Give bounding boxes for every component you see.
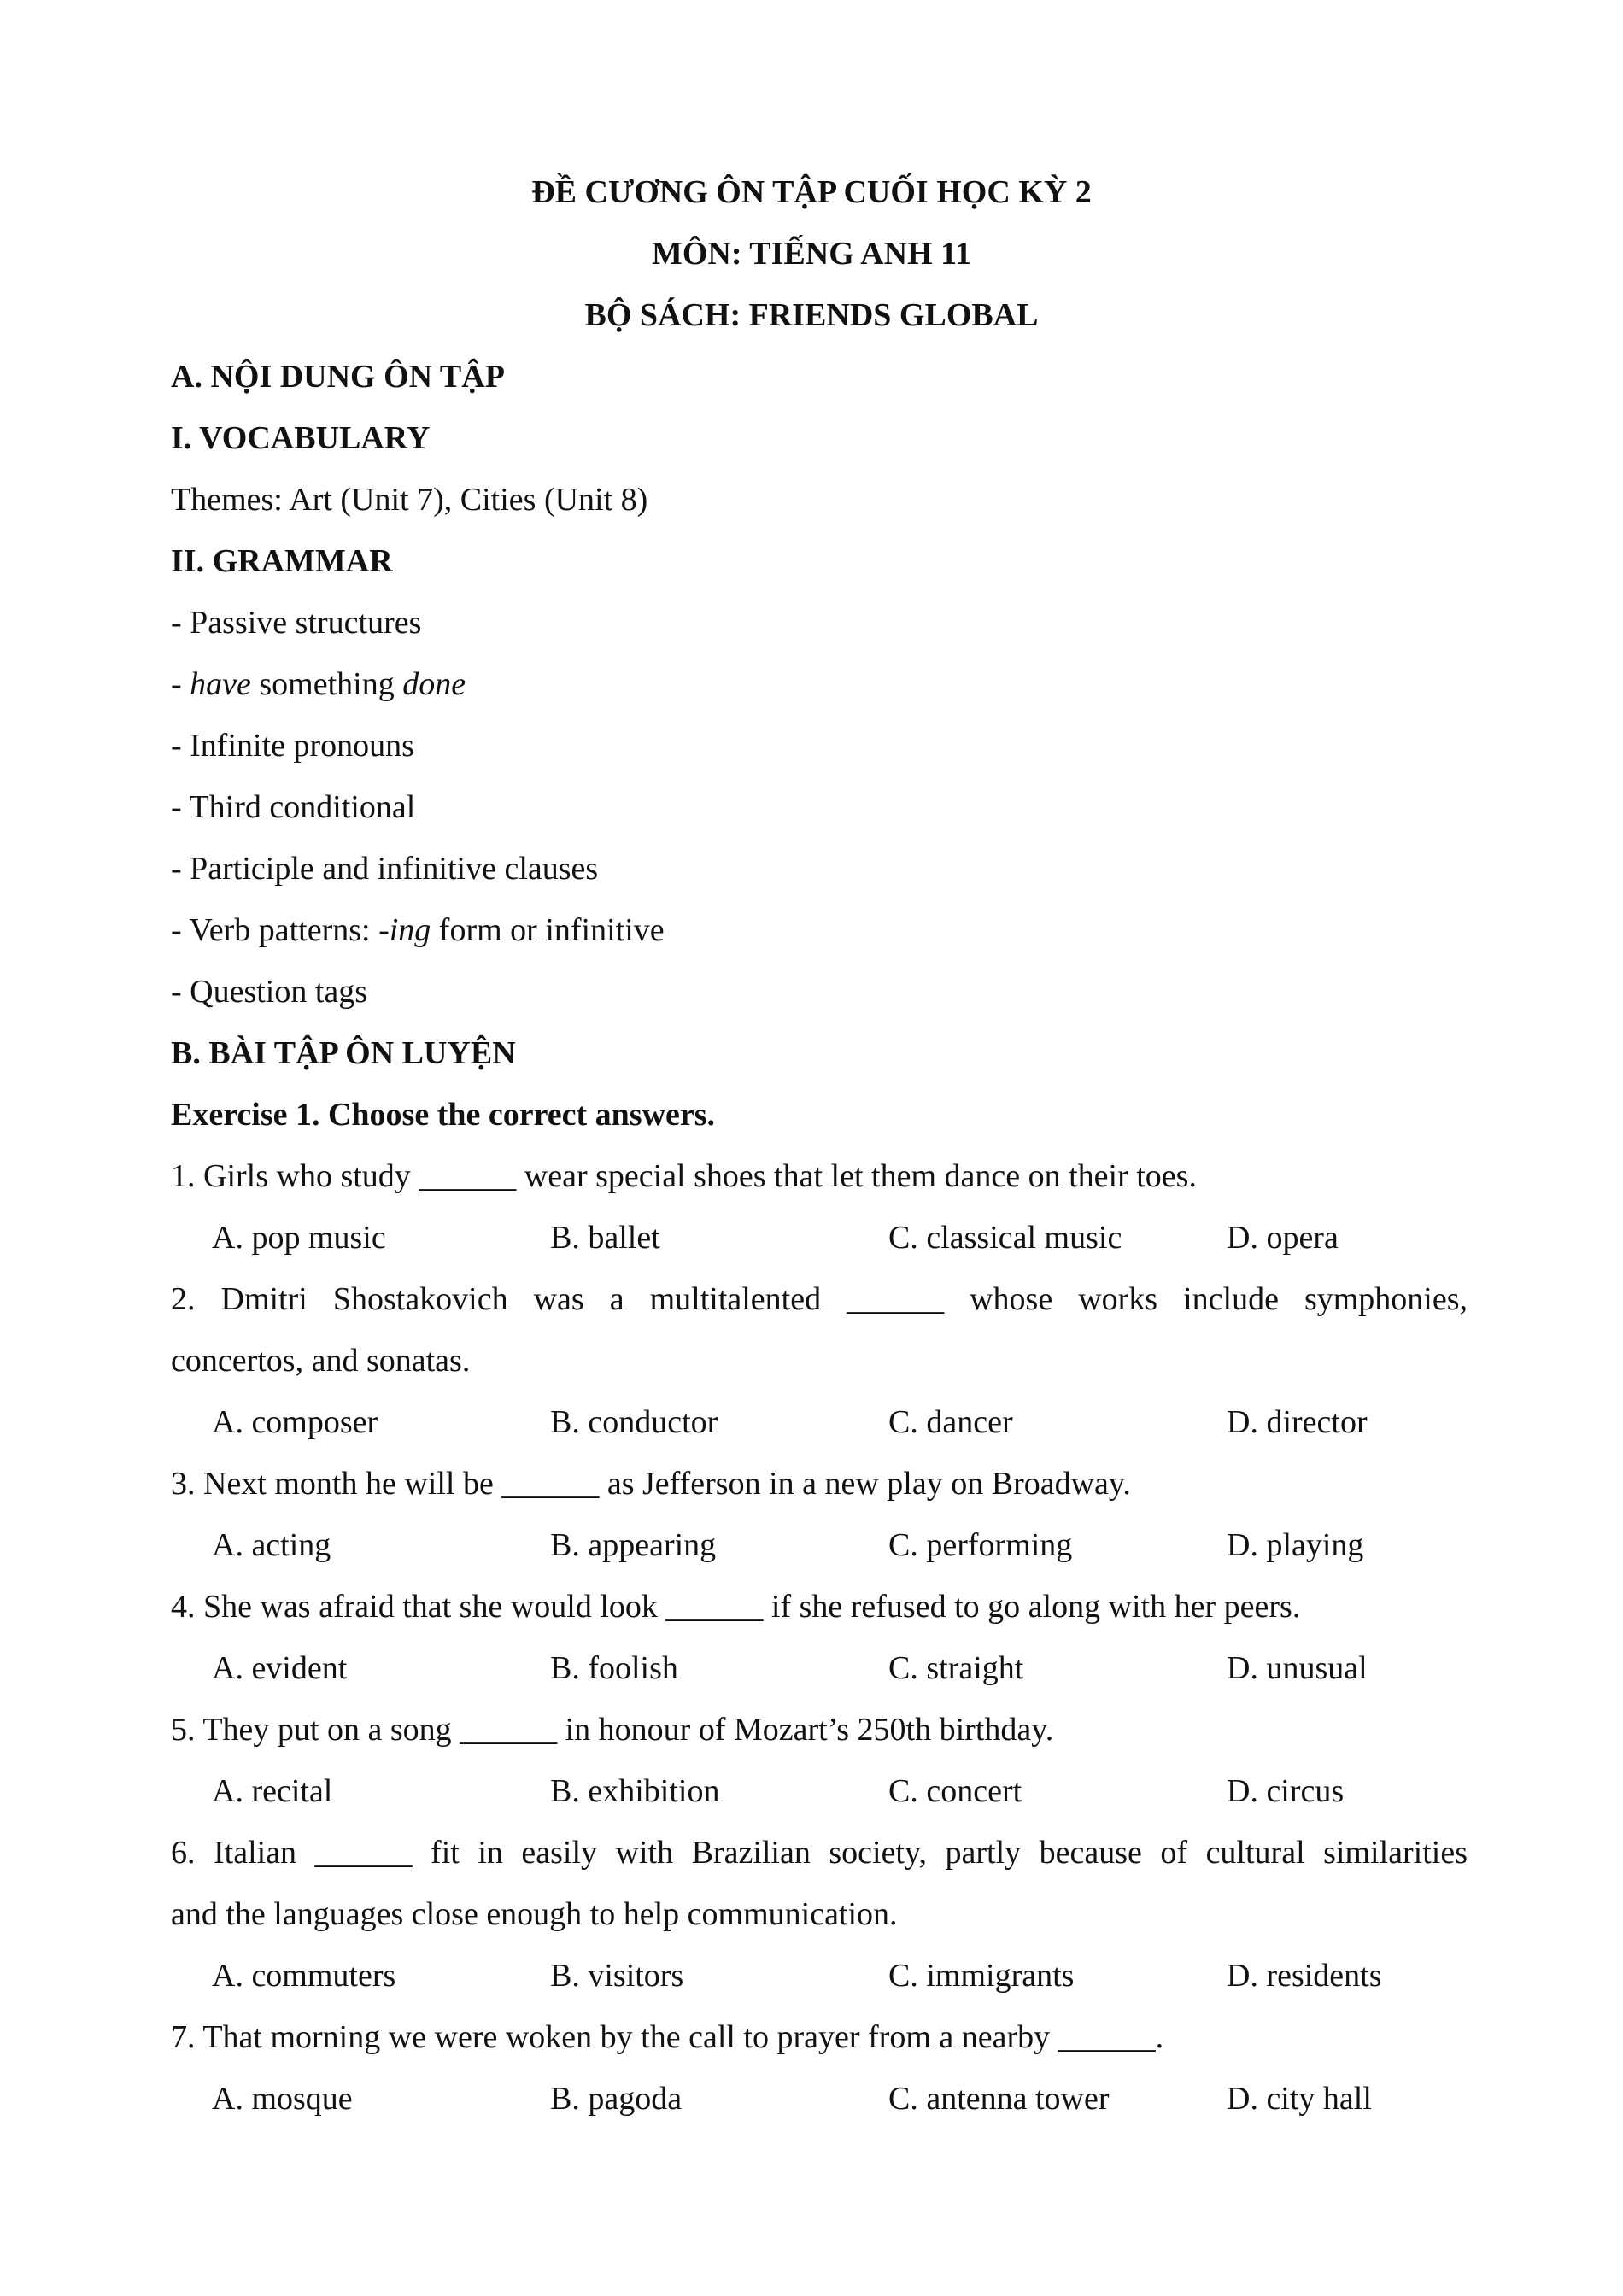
grammar-item-verb-patterns <box>171 911 665 950</box>
grammar-item-done-word: done <box>402 666 466 702</box>
question-7-option-b: B. pagoda <box>550 2081 683 2117</box>
document-title: ĐỀ CƯƠNG ÔN TẬP CUỐI HỌC KỲ 2 <box>531 174 1092 210</box>
question-4-option-a: A. evident <box>212 1650 348 1686</box>
question-2-text-continued: concertos, and sonatas. <box>171 1343 471 1379</box>
grammar-item-have-word: have <box>190 666 251 702</box>
question-6-option-a: A. commuters <box>212 1958 396 1994</box>
question-5-option-a: A. recital <box>212 1773 333 1809</box>
verb-patterns-suffix: form or infinitive <box>431 912 665 948</box>
question-7-text: 7. That morning we were woken by the call to prayer from a nearby ______. <box>171 2019 1164 2055</box>
section-b-heading: B. BÀI TẬP ÔN LUYỆN <box>171 1035 516 1071</box>
question-3-option-c: C. performing <box>888 1527 1073 1563</box>
grammar-item-infinite-pronouns: - Infinite pronouns <box>171 728 414 764</box>
verb-patterns-prefix: - Verb patterns: <box>171 912 379 948</box>
question-4-option-d: D. unusual <box>1227 1650 1368 1686</box>
question-1-option-b: B. ballet <box>550 1220 660 1256</box>
question-2-option-a: A. composer <box>212 1404 378 1440</box>
question-3-option-a: A. acting <box>212 1527 331 1563</box>
grammar-item-question-tags: - Question tags <box>171 974 368 1010</box>
question-6-option-d: D. residents <box>1227 1958 1382 1994</box>
question-6-option-c: C. immigrants <box>888 1958 1075 1994</box>
question-2-option-d: D. director <box>1227 1404 1368 1440</box>
question-1-option-a: A. pop music <box>212 1220 386 1256</box>
grammar-heading: II. GRAMMAR <box>171 543 393 579</box>
question-6-text-continued: and the languages close enough to help communication. <box>171 1896 898 1932</box>
question-2-option-b: B. conductor <box>550 1404 718 1440</box>
question-5-option-c: C. concert <box>888 1773 1022 1809</box>
book-line: BỘ SÁCH: FRIENDS GLOBAL <box>584 297 1039 333</box>
question-7-option-a: A. mosque <box>212 2081 353 2117</box>
question-6-option-b: B. visitors <box>550 1958 684 1994</box>
question-5-option-b: B. exhibition <box>550 1773 720 1809</box>
question-2-text: 2. Dmitri Shostakovich was a multitalented ______ whose works include symphonies, <box>171 1281 1468 1317</box>
question-5-option-d: D. circus <box>1227 1773 1345 1809</box>
vocabulary-heading: I. VOCABULARY <box>171 420 431 456</box>
question-4-option-b: B. foolish <box>550 1650 678 1686</box>
question-3-text: 3. Next month he will be ______ as Jefferson in a new play on Broadway. <box>171 1466 1131 1502</box>
question-1-text: 1. Girls who study ______ wear special shoes that let them dance on their toes. <box>171 1158 1197 1194</box>
grammar-item-participle: - Participle and infinitive clauses <box>171 851 599 887</box>
question-4-text: 4. She was afraid that she would look ______ if she refused to go along with her peers. <box>171 1589 1301 1625</box>
grammar-item-have-mid: something <box>250 666 403 702</box>
question-7-option-d: D. city hall <box>1227 2081 1372 2117</box>
grammar-item-third-conditional: - Third conditional <box>171 789 416 825</box>
question-4-option-c: C. straight <box>888 1650 1024 1686</box>
question-7-option-c: C. antenna tower <box>888 2081 1110 2117</box>
question-2-option-c: C. dancer <box>888 1404 1013 1440</box>
exercise-1-heading: Exercise 1. Choose the correct answers. <box>171 1097 716 1133</box>
question-5-text: 5. They put on a song ______ in honour of Mozart’s 250th birthday. <box>171 1712 1054 1748</box>
question-3-option-b: B. appearing <box>550 1527 717 1563</box>
section-a-heading: A. NỘI DUNG ÔN TẬP <box>171 359 505 395</box>
subject-line: MÔN: TIẾNG ANH 11 <box>651 236 972 272</box>
question-1-option-d: D. opera <box>1227 1220 1339 1256</box>
question-3-option-d: D. playing <box>1227 1527 1364 1563</box>
grammar-item-have-done <box>171 665 466 704</box>
verb-patterns-ing: -ing <box>378 912 431 948</box>
vocabulary-themes: Themes: Art (Unit 7), Cities (Unit 8) <box>171 482 648 518</box>
grammar-item-passive: - Passive structures <box>171 605 422 641</box>
question-1-option-c: C. classical music <box>888 1220 1122 1256</box>
grammar-item-have-prefix: - <box>171 666 190 702</box>
question-6-text: 6. Italian ______ fit in easily with Brazilian society, partly because of cultural similarities <box>171 1835 1468 1871</box>
